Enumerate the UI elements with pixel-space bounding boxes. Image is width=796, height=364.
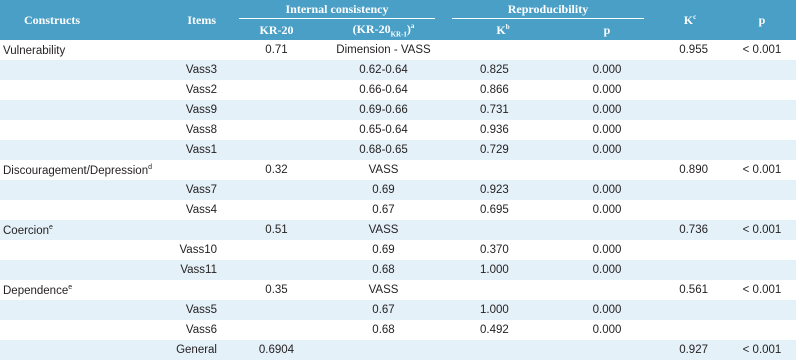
- kr20-1-cell-text: 0.67: [372, 304, 395, 316]
- p-repro-cell-text: 0.000: [592, 84, 622, 96]
- table-row: [0, 260, 796, 280]
- p-repro-cell: [562, 140, 652, 160]
- kr20-1-cell: [323, 200, 444, 220]
- kc-cell: [652, 180, 728, 200]
- p-repro-cell: [562, 320, 652, 340]
- p-repro-cell-text: 0.000: [592, 204, 622, 216]
- header-kr20: KR-20: [230, 21, 323, 40]
- kr20-1-cell: [323, 220, 444, 240]
- kb-cell-text: 0.492: [480, 324, 509, 336]
- kc-cell: [652, 80, 728, 100]
- item-cell: [158, 320, 230, 340]
- kr20-cell: [230, 60, 323, 80]
- kc-sup: c: [693, 12, 697, 21]
- kb-cell: [444, 100, 562, 120]
- reproducibility-label: Reproducibility: [452, 2, 643, 19]
- kr20-cell: [230, 300, 323, 320]
- p-repro-cell-text: 0.000: [592, 324, 622, 336]
- p-cell: [728, 80, 796, 100]
- item-cell-text: Vass5: [185, 304, 217, 316]
- p-cell-text: < 0.001: [742, 44, 782, 56]
- item-cell-text: General: [176, 344, 217, 356]
- construct-cell: [0, 60, 158, 80]
- kr20-1-cell-text: Dimension - VASS: [336, 44, 431, 56]
- p-cell: [728, 180, 796, 200]
- kr20-1-cell: [323, 340, 444, 360]
- kb-cell-text: 0.936: [480, 124, 509, 136]
- kr20-cell: [230, 180, 323, 200]
- p-cell-text: < 0.001: [742, 164, 782, 176]
- table-row: [0, 120, 796, 140]
- kr20-1-cell: [323, 320, 444, 340]
- kr20-sub: KR-1: [390, 30, 407, 39]
- kr20-1-cell: [323, 240, 444, 260]
- kr20-1-cell: [323, 260, 444, 280]
- p-cell: [728, 120, 796, 140]
- kr20-1-cell-text: 0.67: [372, 204, 395, 216]
- kr20-1-cell-text: 0.68-0.65: [359, 144, 408, 156]
- p-cell: [728, 300, 796, 320]
- kr20-suffix: ): [406, 22, 411, 37]
- kr20-1-cell-text: 0.62-0.64: [359, 64, 408, 76]
- kc-cell: [652, 140, 728, 160]
- kr20-cell-text: 0.71: [265, 44, 288, 56]
- item-cell: [158, 180, 230, 200]
- kr20-1-cell: [323, 100, 444, 120]
- kc-cell: [652, 120, 728, 140]
- table-row: [0, 340, 796, 360]
- p-cell: [728, 160, 796, 180]
- construct-cell-text: Coercion: [3, 224, 50, 237]
- kr20-cell: [230, 320, 323, 340]
- item-cell: [158, 300, 230, 320]
- kc-cell-text: 0.561: [679, 284, 708, 296]
- p-cell: [728, 100, 796, 120]
- p-repro-cell: [562, 260, 652, 280]
- item-cell-text: Vass2: [185, 84, 217, 96]
- construct-cell: [0, 300, 158, 320]
- p-repro-cell: [562, 80, 652, 100]
- item-cell-text: Vass6: [185, 324, 217, 336]
- p-repro-cell-text: 0.000: [592, 304, 622, 316]
- header-kr20-1: [323, 21, 444, 40]
- kr20-1-cell: [323, 60, 444, 80]
- kb-cell-text: 0.729: [480, 144, 509, 156]
- header-kb: [444, 21, 562, 40]
- p-repro-cell-text: 0.000: [592, 124, 622, 136]
- table-row: [0, 240, 796, 260]
- kr20-1-cell-text: VASS: [368, 224, 399, 236]
- p-repro-cell-text: 0.000: [592, 104, 622, 116]
- kb-cell-text: 1.000: [480, 304, 509, 316]
- kr20-cell: [230, 280, 323, 300]
- item-cell-text: Vass4: [185, 204, 217, 216]
- kr20-cell: [230, 120, 323, 140]
- construct-cell: [0, 40, 158, 60]
- construct-cell: [0, 140, 158, 160]
- kb-cell: [444, 40, 562, 60]
- kc-cell: [652, 100, 728, 120]
- p-cell: [728, 140, 796, 160]
- item-cell-text: Vass1: [185, 144, 217, 156]
- kr20-1-cell-text: 0.65-0.64: [359, 124, 408, 136]
- p-repro-cell: [562, 340, 652, 360]
- header-constructs: Constructs: [0, 0, 158, 40]
- kr20-1-cell: [323, 280, 444, 300]
- kc-cell: [652, 280, 728, 300]
- table-row: [0, 160, 796, 180]
- p-cell-text: < 0.001: [742, 224, 782, 236]
- item-cell: [158, 80, 230, 100]
- item-cell: [158, 340, 230, 360]
- item-cell: [158, 140, 230, 160]
- p-repro-cell: [562, 40, 652, 60]
- kb-sup: b: [505, 23, 510, 31]
- kb-cell-text: 0.825: [480, 64, 509, 76]
- p-repro-cell: [562, 280, 652, 300]
- kr20-1-cell: [323, 160, 444, 180]
- kb-cell: [444, 320, 562, 340]
- kb-cell-text: 0.866: [480, 84, 509, 96]
- kb-cell: [444, 60, 562, 80]
- header-reproducibility: [444, 0, 652, 21]
- item-cell-text: Vass9: [185, 104, 217, 116]
- table-row: [0, 320, 796, 340]
- kc-cell: [652, 60, 728, 80]
- table-row: [0, 280, 796, 300]
- kb-cell: [444, 120, 562, 140]
- p-repro-cell: [562, 300, 652, 320]
- kc-cell-text: 0.890: [679, 164, 708, 176]
- table-row: [0, 220, 796, 240]
- construct-cell: [0, 120, 158, 140]
- item-cell: [158, 60, 230, 80]
- kr20-1-cell: [323, 180, 444, 200]
- kb-cell-text: 0.923: [480, 184, 509, 196]
- construct-cell: [0, 80, 158, 100]
- p-cell: [728, 60, 796, 80]
- p-repro-cell: [562, 160, 652, 180]
- kr20-cell: [230, 260, 323, 280]
- p-repro-cell-text: 0.000: [592, 64, 622, 76]
- kr20-sup: a: [410, 22, 415, 31]
- kc-cell-text: 0.736: [679, 224, 708, 236]
- kr20-cell: [230, 220, 323, 240]
- kr20-cell-text: 0.35: [265, 284, 288, 296]
- table-row: [0, 300, 796, 320]
- item-cell-text: Vass7: [185, 184, 217, 196]
- kr20-cell: [230, 40, 323, 60]
- construct-footnote: d: [148, 163, 153, 171]
- table-row: [0, 60, 796, 80]
- p-cell: [728, 220, 796, 240]
- kb-cell-text: 0.695: [480, 204, 509, 216]
- construct-cell: [0, 200, 158, 220]
- p-cell-text: < 0.001: [742, 284, 782, 296]
- kb-cell: [444, 300, 562, 320]
- kb-cell-text: 1.000: [480, 264, 509, 276]
- p-repro-cell: [562, 120, 652, 140]
- header-items: Items: [158, 0, 230, 40]
- p-repro-cell: [562, 180, 652, 200]
- construct-cell-text: Discouragement/Depression: [3, 164, 149, 177]
- table-row: [0, 100, 796, 120]
- kr20-cell: [230, 100, 323, 120]
- kb-cell: [444, 80, 562, 100]
- item-cell-text: Vass11: [180, 264, 217, 276]
- p-cell: [728, 40, 796, 60]
- p-cell: [728, 240, 796, 260]
- table-row: [0, 180, 796, 200]
- kc-label: K: [683, 12, 694, 27]
- kr20-cell: [230, 240, 323, 260]
- kb-cell-text: 0.370: [480, 244, 509, 256]
- kr20-prefix: (KR-20: [352, 22, 391, 37]
- kr20-1-cell-text: 0.68: [372, 264, 395, 276]
- p-cell-text: < 0.001: [742, 344, 782, 356]
- item-cell: [158, 260, 230, 280]
- kr20-cell-text: 0.51: [265, 224, 288, 236]
- p-repro-cell-text: 0.000: [592, 144, 622, 156]
- kr20-1-cell: [323, 300, 444, 320]
- p-repro-cell: [562, 220, 652, 240]
- p-repro-cell: [562, 100, 652, 120]
- table-header: [0, 0, 796, 40]
- item-cell-text: Vass3: [185, 64, 217, 76]
- construct-footnote: e: [49, 223, 53, 231]
- p-cell: [728, 260, 796, 280]
- kr20-cell: [230, 200, 323, 220]
- p-repro-cell-text: 0.000: [592, 244, 622, 256]
- kb-cell: [444, 340, 562, 360]
- p-repro-cell-text: 0.000: [592, 184, 622, 196]
- item-cell: [158, 280, 230, 300]
- kr20-1-cell-text: VASS: [368, 284, 399, 296]
- table-body: [0, 40, 796, 360]
- kc-cell: [652, 260, 728, 280]
- construct-cell: [0, 260, 158, 280]
- kr20-1-cell-text: 0.68: [372, 324, 395, 336]
- kb-cell: [444, 180, 562, 200]
- construct-footnote: e: [68, 283, 73, 291]
- p-repro-cell-text: 0.000: [592, 264, 622, 276]
- construct-cell: [0, 100, 158, 120]
- kc-cell: [652, 300, 728, 320]
- kr20-1-cell: [323, 80, 444, 100]
- construct-cell: [0, 220, 158, 240]
- kc-cell: [652, 340, 728, 360]
- kb-cell: [444, 220, 562, 240]
- construct-cell: [0, 320, 158, 340]
- kr20-cell-text: 0.6904: [258, 344, 295, 356]
- kr20-1-cell-text: 0.69-0.66: [359, 104, 408, 116]
- construct-cell: [0, 180, 158, 200]
- p-repro-cell: [562, 60, 652, 80]
- header-kc: [652, 0, 728, 40]
- kr20-1-cell-text: 0.66-0.64: [359, 84, 408, 96]
- kb-cell: [444, 280, 562, 300]
- kr20-cell: [230, 160, 323, 180]
- table-row: [0, 200, 796, 220]
- table-row: [0, 40, 796, 60]
- construct-cell: [0, 340, 158, 360]
- item-cell: [158, 220, 230, 240]
- kr20-1-cell: [323, 120, 444, 140]
- item-cell-text: Vass8: [185, 124, 217, 136]
- kc-cell-text: 0.955: [679, 44, 708, 56]
- item-cell-text: Vass10: [179, 244, 217, 256]
- kc-cell: [652, 160, 728, 180]
- kr20-cell: [230, 140, 323, 160]
- kb-cell: [444, 260, 562, 280]
- kc-cell: [652, 200, 728, 220]
- p-cell: [728, 200, 796, 220]
- item-cell: [158, 240, 230, 260]
- item-cell: [158, 100, 230, 120]
- p-cell: [728, 280, 796, 300]
- kr20-cell: [230, 80, 323, 100]
- kb-cell: [444, 240, 562, 260]
- kr20-1-cell-text: 0.69: [372, 244, 395, 256]
- internal-consistency-label: Internal consistency: [239, 2, 436, 19]
- header-p-repro: p: [562, 21, 652, 40]
- p-cell: [728, 340, 796, 360]
- kb-cell-text: 0.731: [480, 104, 509, 116]
- p-repro-cell: [562, 200, 652, 220]
- construct-cell: [0, 240, 158, 260]
- kc-cell-text: 0.927: [679, 344, 708, 356]
- p-cell: [728, 320, 796, 340]
- item-cell: [158, 40, 230, 60]
- table-row: [0, 140, 796, 160]
- kb-cell: [444, 160, 562, 180]
- kb-label: K: [496, 23, 506, 37]
- item-cell: [158, 160, 230, 180]
- construct-cell-text: Dependence: [3, 284, 69, 297]
- kc-cell: [652, 320, 728, 340]
- kc-cell: [652, 240, 728, 260]
- header-internal-consistency: [230, 0, 444, 21]
- item-cell: [158, 120, 230, 140]
- kr20-cell-text: 0.32: [265, 164, 288, 176]
- construct-cell-text: Vulnerability: [3, 44, 66, 57]
- kr20-1-cell: [323, 40, 444, 60]
- kr20-cell: [230, 340, 323, 360]
- kb-cell: [444, 200, 562, 220]
- header-p: p: [728, 0, 796, 40]
- table-row: [0, 80, 796, 100]
- kc-cell: [652, 220, 728, 240]
- kr20-1-cell-text: 0.69: [372, 184, 395, 196]
- construct-cell: [0, 160, 158, 180]
- item-cell: [158, 200, 230, 220]
- kr20-1-cell: [323, 140, 444, 160]
- kr20-1-cell-text: VASS: [368, 164, 399, 176]
- p-repro-cell: [562, 240, 652, 260]
- construct-cell: [0, 280, 158, 300]
- kc-cell: [652, 40, 728, 60]
- kb-cell: [444, 140, 562, 160]
